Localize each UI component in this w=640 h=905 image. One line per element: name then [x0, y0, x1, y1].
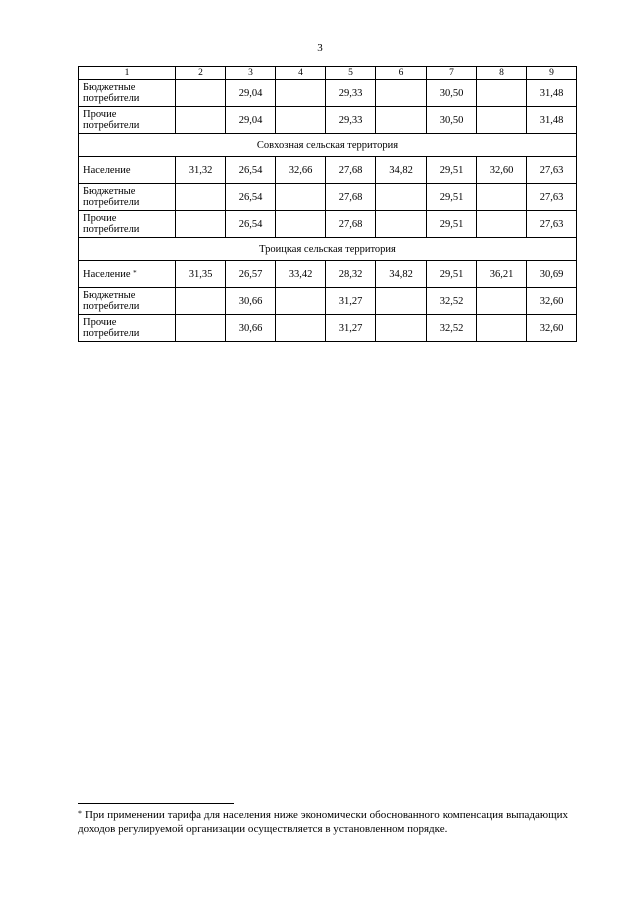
section-heading-row [79, 238, 577, 261]
tariff-value [176, 288, 226, 315]
column-number: 1 [79, 67, 176, 80]
tariff-value: 27,68 [326, 184, 376, 211]
table-row [79, 157, 577, 184]
consumer-category [79, 315, 176, 342]
tariff-value [176, 315, 226, 342]
tariff-value: 27,63 [527, 211, 577, 238]
consumer-category [79, 288, 176, 315]
tariff-value: 27,68 [326, 211, 376, 238]
tariff-value [477, 315, 527, 342]
tariff-value: 27,63 [527, 157, 577, 184]
consumer-category [79, 261, 176, 288]
tariff-value [477, 80, 527, 107]
tariff-value: 29,51 [427, 261, 477, 288]
tariff-value: 26,54 [226, 184, 276, 211]
column-number: 7 [427, 67, 477, 80]
tariff-value: 29,33 [326, 107, 376, 134]
tariff-value: 31,27 [326, 315, 376, 342]
section-heading-row [79, 134, 577, 157]
tariff-value [176, 211, 226, 238]
footnote-text: При применении тарифа для населения ниже экономически обоснованного компенсация выпадающих доходов регулируемой организации осуществляется в установленном порядке. [78, 809, 568, 835]
tariff-value: 31,27 [326, 288, 376, 315]
category-label-line2: потребители [83, 93, 140, 104]
table-row [79, 315, 577, 342]
section-title: Совхозная сельская территория [79, 134, 577, 157]
category-label-line2: потребители [83, 120, 140, 131]
column-number: 9 [527, 67, 577, 80]
category-label-line1: Прочие [83, 109, 117, 120]
tariff-value: 27,63 [527, 184, 577, 211]
table-row [79, 288, 577, 315]
section-title: Троицкая сельская территория [79, 238, 577, 261]
tariff-value: 30,50 [427, 80, 477, 107]
table-row [79, 211, 577, 238]
column-number: 4 [276, 67, 326, 80]
tariff-value [276, 80, 326, 107]
tariff-value [276, 315, 326, 342]
consumer-category [79, 157, 176, 184]
tariff-value: 28,32 [326, 261, 376, 288]
tariff-value [376, 211, 427, 238]
category-label-line1: Прочие [83, 317, 117, 328]
tariff-value [477, 107, 527, 134]
tariff-value [176, 80, 226, 107]
tariff-value: 30,66 [226, 315, 276, 342]
consumer-category [79, 80, 176, 107]
column-number: 5 [326, 67, 376, 80]
tariff-value: 29,04 [226, 107, 276, 134]
category-label-line1: Население [83, 164, 131, 176]
consumer-category [79, 211, 176, 238]
tariff-value: 29,04 [226, 80, 276, 107]
category-label-line1: Прочие [83, 213, 117, 224]
tariff-value: 36,21 [477, 261, 527, 288]
column-number: 6 [376, 67, 427, 80]
tariff-value: 26,54 [226, 211, 276, 238]
tariff-value: 31,48 [527, 107, 577, 134]
tariff-value: 32,66 [276, 157, 326, 184]
column-number: 8 [477, 67, 527, 80]
tariff-value: 32,60 [477, 157, 527, 184]
consumer-category [79, 107, 176, 134]
footnote-marker: * [78, 809, 82, 818]
footnote [78, 808, 568, 836]
tariff-value: 31,32 [176, 157, 226, 184]
tariff-value: 34,82 [376, 261, 427, 288]
tariff-value: 32,52 [427, 288, 477, 315]
category-label-line1: Население [83, 268, 131, 280]
page-number: 3 [317, 42, 323, 54]
tariff-value: 27,68 [326, 157, 376, 184]
tariff-value: 31,35 [176, 261, 226, 288]
tariff-value [477, 211, 527, 238]
tariff-value: 31,48 [527, 80, 577, 107]
tariff-value [276, 107, 326, 134]
tariff-value: 33,42 [276, 261, 326, 288]
tariff-value [376, 288, 427, 315]
table-row [79, 261, 577, 288]
tariff-value: 29,33 [326, 80, 376, 107]
tariff-value [376, 184, 427, 211]
consumer-category [79, 184, 176, 211]
tariff-value [276, 288, 326, 315]
footnote-reference: * [133, 268, 137, 277]
tariff-value [376, 80, 427, 107]
tariff-value [276, 184, 326, 211]
tariff-value: 34,82 [376, 157, 427, 184]
tariff-value [477, 288, 527, 315]
tariff-value: 30,66 [226, 288, 276, 315]
tariff-value: 32,60 [527, 288, 577, 315]
category-label-line2: потребители [83, 197, 140, 208]
category-label-line2: потребители [83, 328, 140, 339]
category-label-line1: Бюджетные [83, 290, 136, 301]
tariff-value: 29,51 [427, 184, 477, 211]
column-number: 2 [176, 67, 226, 80]
table-row [79, 80, 577, 107]
tariff-table [78, 66, 577, 342]
category-label-line2: потребители [83, 224, 140, 235]
column-number-row [79, 67, 577, 80]
tariff-value: 30,69 [527, 261, 577, 288]
tariff-value: 32,60 [527, 315, 577, 342]
category-label-line1: Бюджетные [83, 82, 136, 93]
tariff-value [376, 315, 427, 342]
tariff-value [276, 211, 326, 238]
tariff-value: 26,54 [226, 157, 276, 184]
table-row [79, 184, 577, 211]
tariff-value [376, 107, 427, 134]
tariff-value [176, 184, 226, 211]
tariff-value: 26,57 [226, 261, 276, 288]
column-number: 3 [226, 67, 276, 80]
footnote-separator [78, 803, 234, 804]
category-label-line1: Бюджетные [83, 186, 136, 197]
tariff-value: 29,51 [427, 157, 477, 184]
tariff-value: 30,50 [427, 107, 477, 134]
tariff-value: 32,52 [427, 315, 477, 342]
tariff-value [477, 184, 527, 211]
tariff-value: 29,51 [427, 211, 477, 238]
tariff-value [176, 107, 226, 134]
category-label-line2: потребители [83, 301, 140, 312]
table-body [79, 67, 577, 342]
table-row [79, 107, 577, 134]
